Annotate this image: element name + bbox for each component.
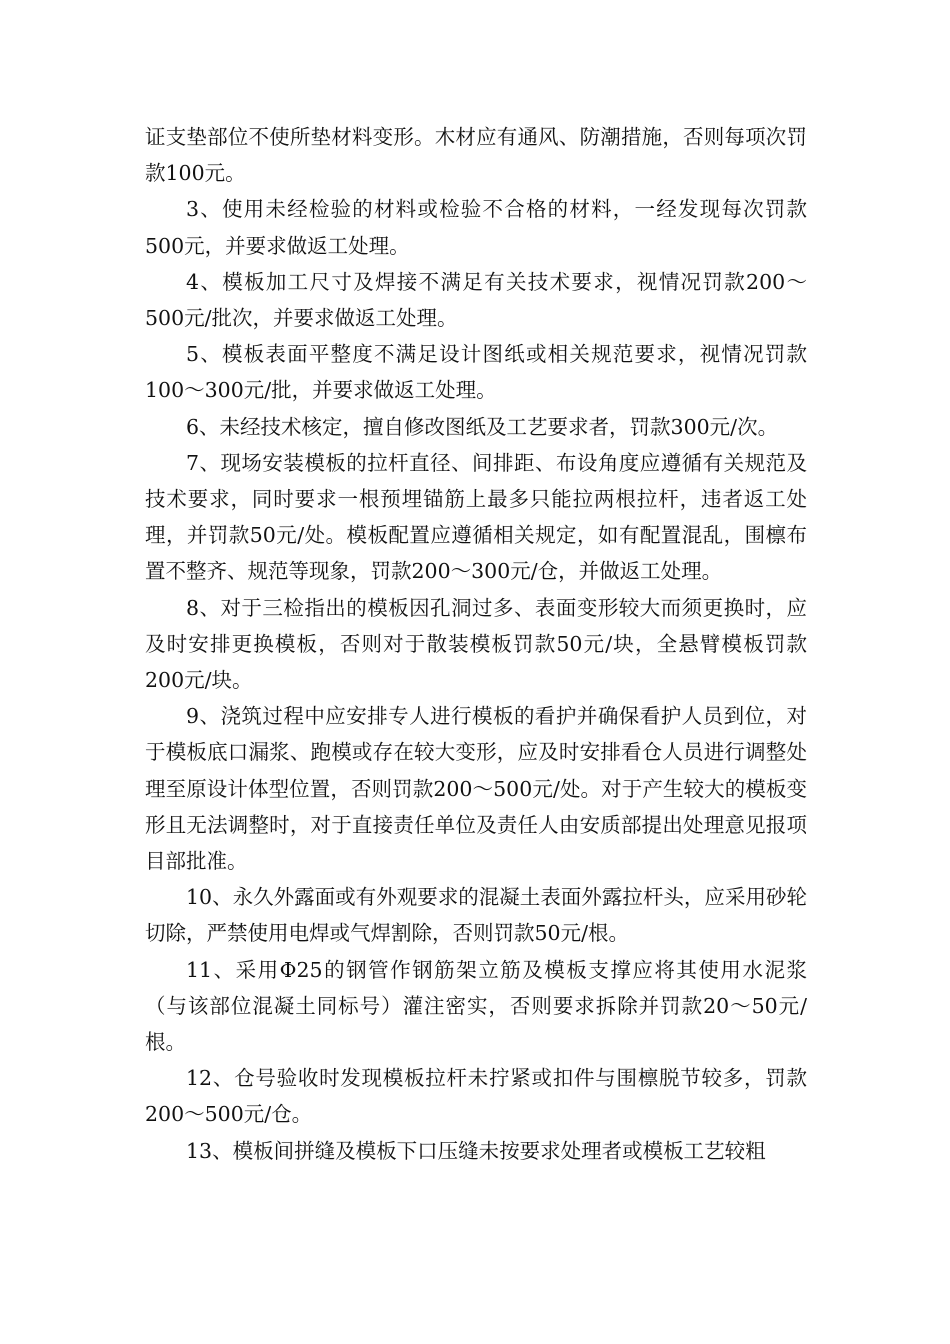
- paragraph-item-12: 12、仓号验收时发现模板拉杆未拧紧或扣件与围檩脱节较多，罚款200～500元/仓。: [145, 1066, 807, 1127]
- paragraph-item-10: 10、永久外露面或有外观要求的混凝土表面外露拉杆头，应采用砂轮切除，严禁使用电焊或气焊割除，否则罚款50元/根。: [145, 885, 807, 946]
- paragraph-item-8: 8、对于三检指出的模板因孔洞过多、表面变形较大而须更换时，应及时安排更换模板，否则对于散装模板罚款50元/块，全悬臂模板罚款200元/块。: [145, 595, 807, 693]
- document-body: [145, 119, 807, 1169]
- paragraph-item-3: 3、使用未经检验的材料或检验不合格的材料，一经发现每次罚款500元，并要求做返工处理。: [145, 197, 807, 258]
- paragraph-item-6: 6、未经技术核定，擅自修改图纸及工艺要求者，罚款300元/次。: [186, 414, 779, 439]
- paragraph-item-5: 5、模板表面平整度不满足设计图纸或相关规范要求，视情况罚款100～300元/批，并要求做返工处理。: [145, 342, 807, 403]
- paragraph-item-13: 13、模板间拼缝及模板下口压缝未按要求处理者或模板工艺较粗: [186, 1138, 766, 1163]
- paragraph-continuation: 证支垫部位不使所垫材料变形。木材应有通风、防潮措施，否则每项次罚款100元。: [145, 125, 807, 186]
- paragraph-item-7: 7、现场安装模板的拉杆直径、间排距、布设角度应遵循有关规范及技术要求，同时要求一根预埋锚筋上最多只能拉两根拉杆，违者返工处理，并罚款50元/处。模板配置应遵循相关规定，如有配置混乱，围檩布置不整齐、规范等现象，罚款200～300元/仓，并做返工处理。: [145, 450, 807, 584]
- paragraph-item-9: 9、浇筑过程中应安排专人进行模板的看护并确保看护人员到位，对于模板底口漏浆、跑模或存在较大变形，应及时安排看仓人员进行调整处理至原设计体型位置，否则罚款200～500元/处。对于产生较大的模板变形且无法调整时，对于直接责任单位及责任人由安质部提出处理意见报项目部批准。: [145, 704, 807, 874]
- paragraph-item-4: 4、模板加工尺寸及焊接不满足有关技术要求，视情况罚款200～500元/批次，并要求做返工处理。: [145, 269, 807, 331]
- paragraph-item-11: 11、采用Φ25的钢管作钢筋架立筋及模板支撑应将其使用水泥浆（与该部位混凝土同标号）灌注密实，否则要求拆除并罚款20～50元/根。: [145, 957, 807, 1055]
